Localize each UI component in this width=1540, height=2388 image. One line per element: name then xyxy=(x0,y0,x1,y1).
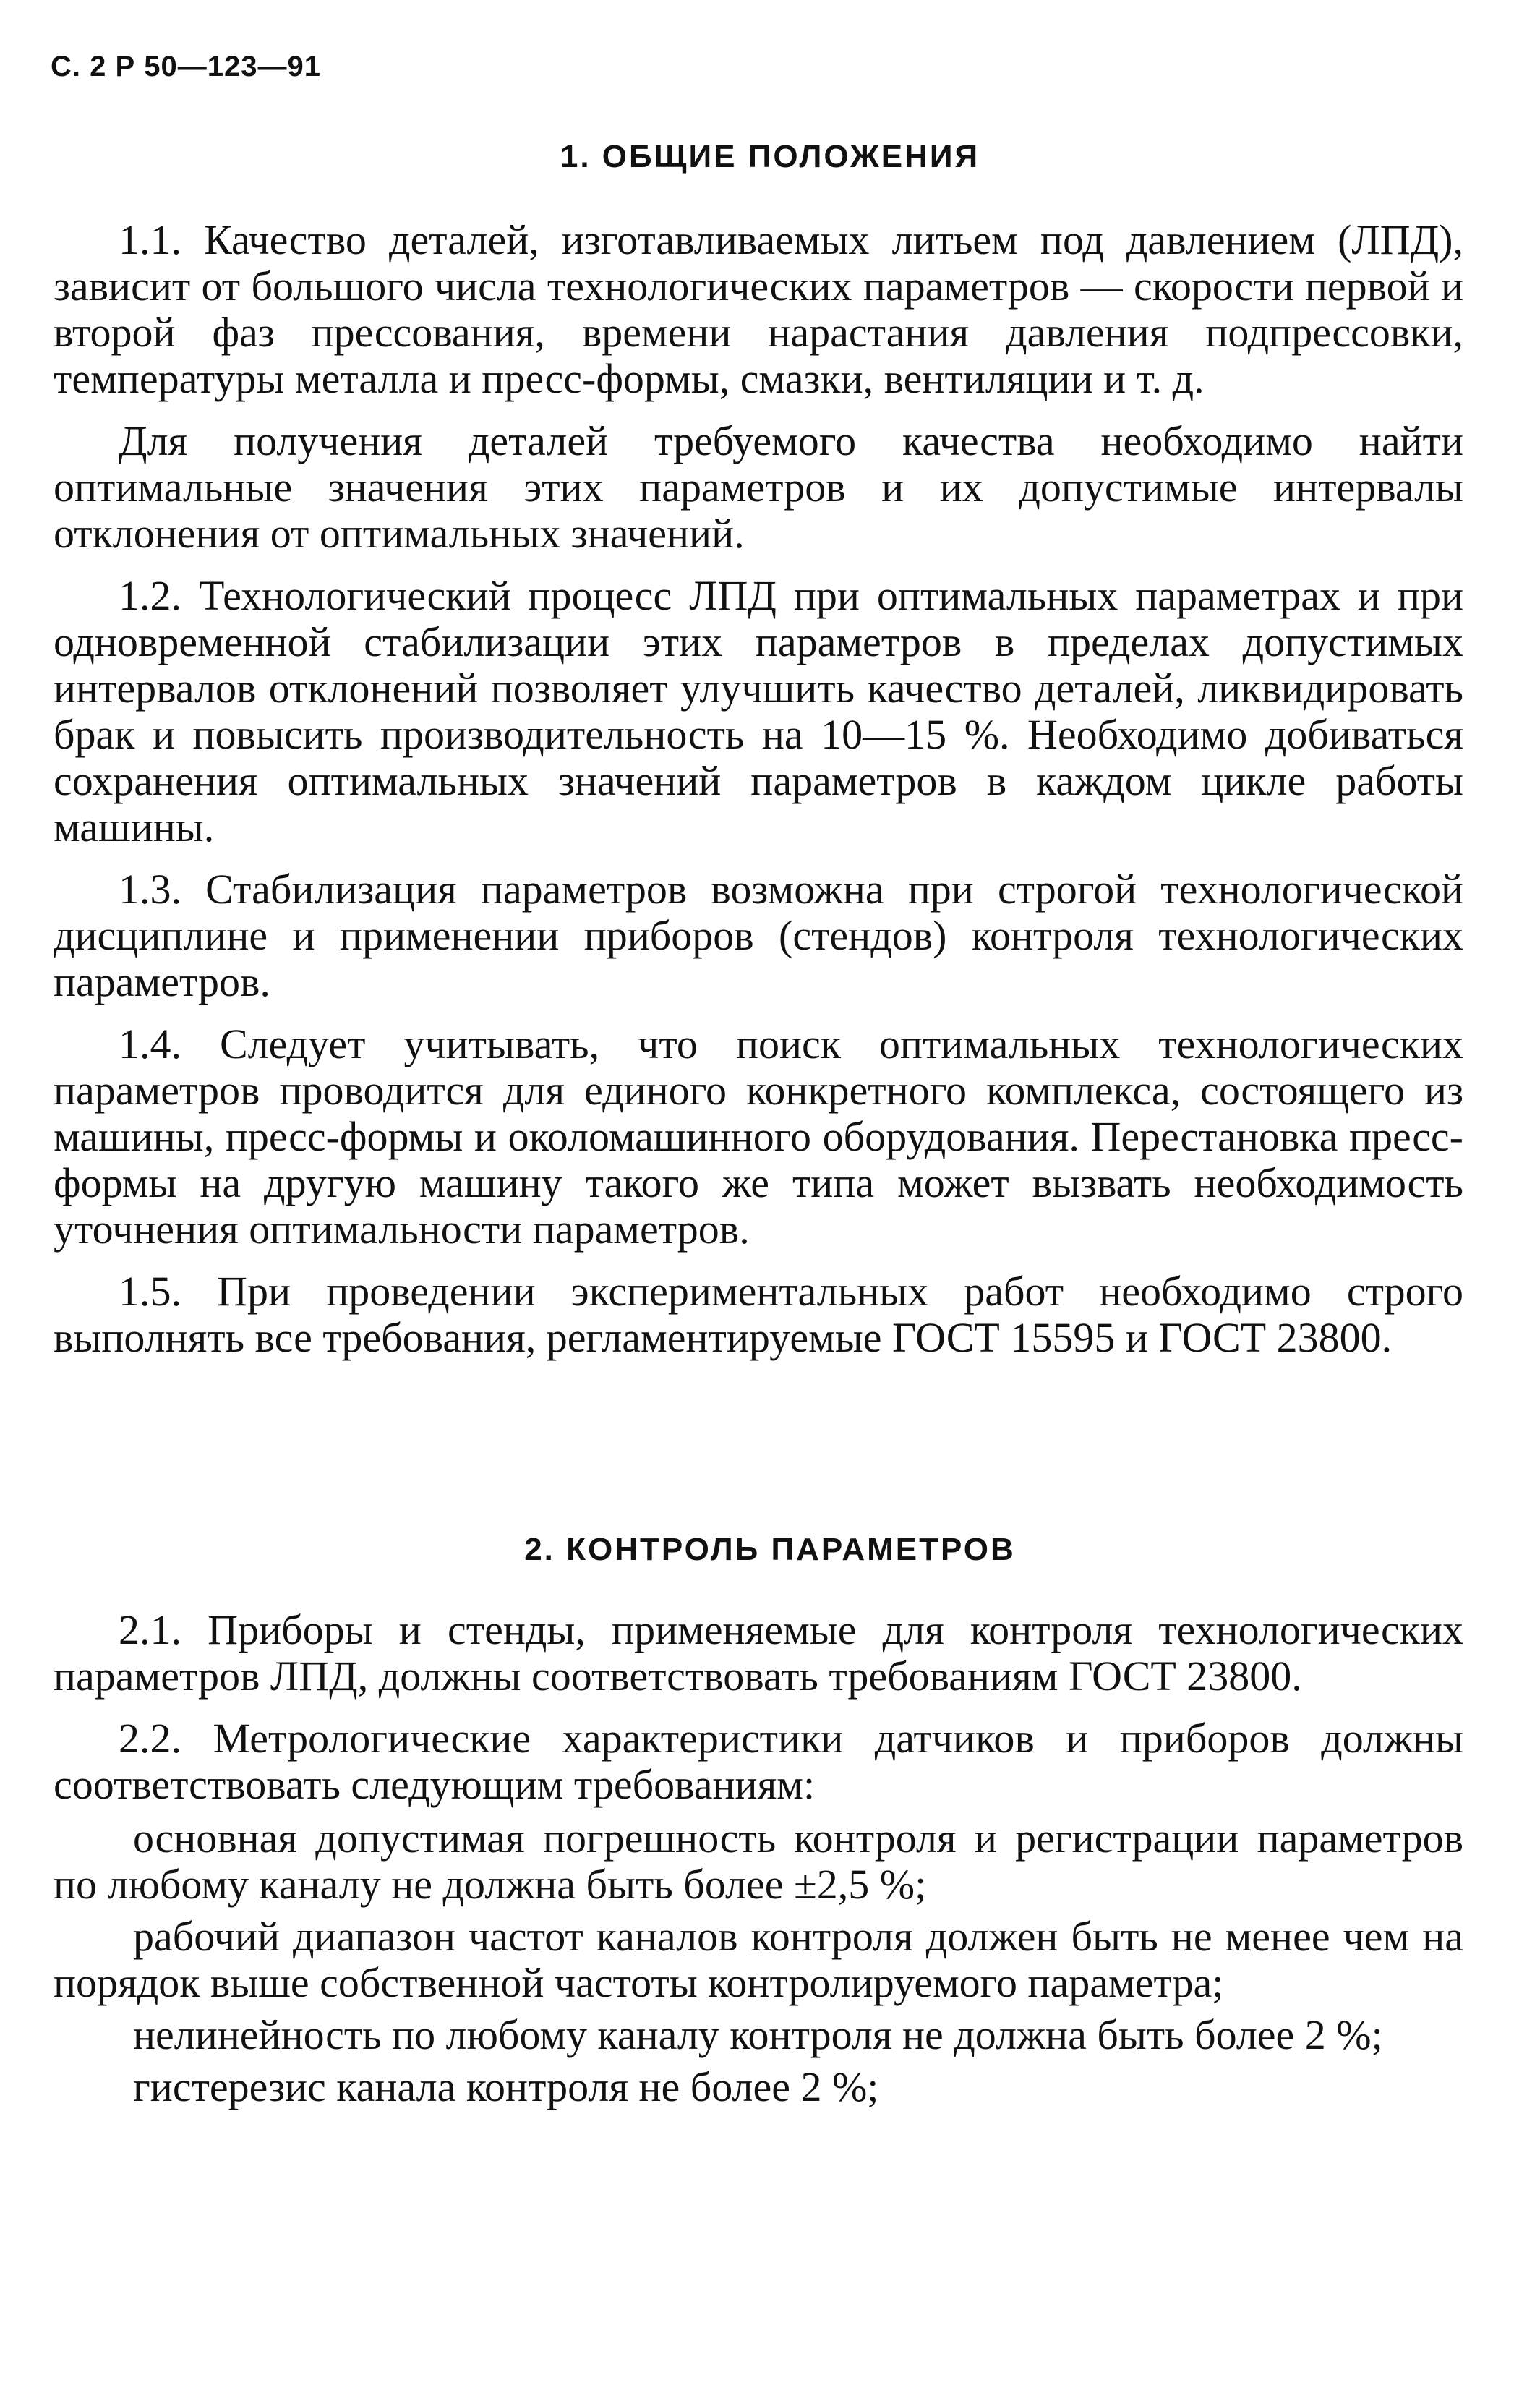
section-title-general: 1. ОБЩИЕ ПОЛОЖЕНИЯ xyxy=(560,139,980,174)
paragraph-2-1: 2.1. Приборы и стенды, применяемые для контроля технологических параметров ЛПД, должны соответствовать требованиям ГОСТ 23800. xyxy=(54,1606,1463,1700)
requirement-item: рабочий диапазон частот каналов контроля должен быть не менее чем на порядок выше собственной частоты контролируемого параметра; xyxy=(54,1913,1463,2006)
paragraph-2-2: 2.2. Метрологические характеристики датчиков и приборов должны соответствовать следующим требованиям: xyxy=(54,1715,1463,1808)
requirement-item: нелинейность по любому каналу контроля не должна быть более 2 %; xyxy=(133,2011,1383,2058)
paragraph-1-5: 1.5. При проведении экспериментальных работ необходимо строго выполнять все требования, регламентируемые ГОСТ 15595 и ГОСТ 23800. xyxy=(54,1268,1463,1361)
paragraph-1-2: 1.2. Технологический процесс ЛПД при оптимальных параметрах и при одновременной стабилизации этих параметров в пределах допустимых интервалов отклонений позволяет улучшить качество деталей, ликвидировать брак и повысить производительность на 10—15 %. Необходимо добиваться сохранения оптимальных значений параметров в каждом цикле работы машины. xyxy=(54,572,1463,850)
paragraph-1-4: 1.4. Следует учитывать, что поиск оптимальных технологических параметров проводится для единого конкретного комплекса, состоящего из машины, пресс-формы и околомашинного оборудования. Перестановка пресс-формы на другую машину такого же типа может вызвать необходимость уточнения оптимальности параметров. xyxy=(54,1020,1463,1253)
page-header: С. 2 Р 50—123—91 xyxy=(51,51,321,82)
section-body-general xyxy=(54,217,1463,1377)
requirement-item: гистерезис канала контроля не более 2 %; xyxy=(133,2063,879,2110)
paragraph-1-1-cont: Для получения деталей требуемого качества необходимо найти оптимальные значения этих параметров и их допустимые интервалы отклонения от оптимальных значений. xyxy=(54,417,1463,557)
paragraph-1-1: 1.1. Качество деталей, изготавливаемых литьем под давлением (ЛПД), зависит от большого числа технологических параметров — скорости первой и второй фаз прессования, времени нарастания давления подпрессовки, температуры металла и пресс-формы, смазки, вентиляции и т. д. xyxy=(54,216,1463,402)
section-body-control xyxy=(54,1607,1463,2116)
requirement-item: основная допустимая погрешность контроля и регистрации параметров по любому каналу не должна быть более ±2,5 %; xyxy=(54,1815,1463,1908)
paragraph-1-3: 1.3. Стабилизация параметров возможна при строгой технологической дисциплине и применении приборов (стендов) контроля технологических параметров. xyxy=(54,866,1463,1005)
section-title-control: 2. КОНТРОЛЬ ПАРАМЕТРОВ xyxy=(524,1532,1016,1567)
